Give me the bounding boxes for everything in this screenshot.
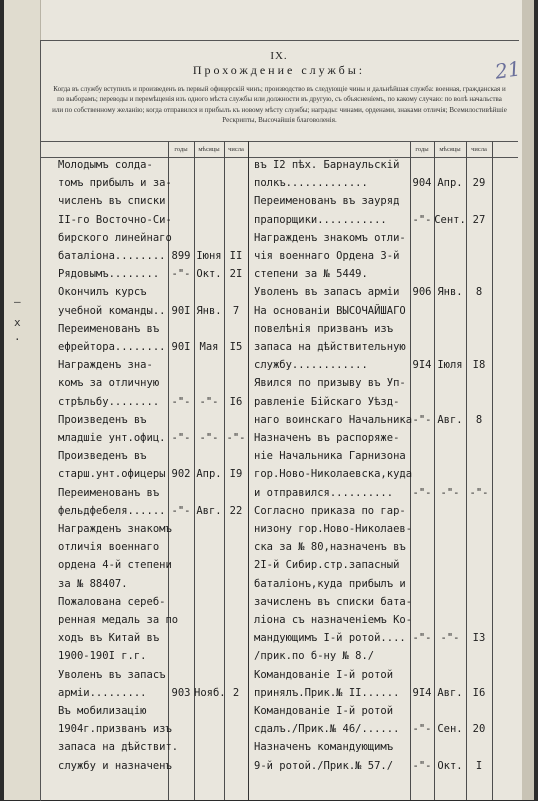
record-text: комъ за отличную xyxy=(58,377,160,389)
margin-mark: — xyxy=(14,295,21,308)
record-text: Командованіе I-й ротой xyxy=(254,705,394,717)
record-text: Переименованъ въ xyxy=(58,487,160,499)
record-text: фельдфебеля...... xyxy=(58,505,166,517)
record-text: баталіона........ xyxy=(58,250,166,262)
record-text: за № 88407. xyxy=(58,578,128,590)
table-top-rule xyxy=(40,141,518,142)
record-day: 8 xyxy=(475,414,483,426)
record-day: 29 xyxy=(472,177,486,189)
record-text: службу............ xyxy=(254,359,368,371)
column-line xyxy=(466,141,467,800)
record-text: 1900-190I г.г. xyxy=(58,650,147,662)
record-month: -"- xyxy=(199,396,219,408)
record-text: Назначенъ командующимъ xyxy=(254,741,394,753)
section-header xyxy=(40,50,518,78)
record-text: зачисленъ въ списки бата- xyxy=(254,596,413,608)
record-month: Іюня xyxy=(196,250,222,262)
col-header-month-left: мѣсяцы xyxy=(198,146,220,153)
record-month: Окт. xyxy=(196,268,222,280)
record-day: 20 xyxy=(472,723,486,735)
record-year: -"- xyxy=(412,414,432,426)
record-text: стрѣльбу........ xyxy=(58,396,160,408)
record-day: 2 xyxy=(232,687,240,699)
record-text: степени за № 5449. xyxy=(254,268,368,280)
column-line xyxy=(492,141,493,800)
record-text: младшіе унт.офиц. xyxy=(58,432,166,444)
record-text: сдалъ./Прик.№ 46/...... xyxy=(254,723,400,735)
record-day: I3 xyxy=(472,632,486,644)
record-day: I5 xyxy=(229,341,243,353)
record-day: I6 xyxy=(229,396,243,408)
col-header-day-right: числа xyxy=(471,146,487,153)
record-year: -"- xyxy=(171,505,191,517)
record-text: Согласно приказа по гар- xyxy=(254,505,406,517)
record-text: въ I2 пѣх. Барнаульскій xyxy=(254,159,400,171)
record-text: II-го Восточно-Си- xyxy=(58,214,172,226)
record-year: -"- xyxy=(171,396,191,408)
record-month: Авг. xyxy=(196,505,222,517)
record-day: II xyxy=(229,250,243,262)
record-text: ефрейтора........ xyxy=(58,341,166,353)
col-header-year-left: годы xyxy=(174,146,188,153)
record-text: арміи......... xyxy=(58,687,147,699)
record-text: равленіе Бійскаго Уѣзд- xyxy=(254,396,400,408)
record-text: Переименованъ въ зауряд xyxy=(254,195,400,207)
record-month: Окт. xyxy=(437,760,463,772)
column-line xyxy=(434,141,435,800)
record-text: отличія военнаго xyxy=(58,541,160,553)
record-text: Уволенъ въ запасъ xyxy=(58,669,166,681)
record-month: Сент. xyxy=(434,214,466,226)
record-year: 9I4 xyxy=(412,687,432,699)
record-text: ренная медаль за по xyxy=(58,614,179,626)
column-line xyxy=(248,141,249,800)
record-month: Янв. xyxy=(437,286,463,298)
record-text: 9-й ротой./Прик.№ 57./ xyxy=(254,760,394,772)
record-text: 1904г.призванъ изъ xyxy=(58,723,172,735)
record-month: Нояб. xyxy=(194,687,226,699)
record-year: 906 xyxy=(412,286,432,298)
record-text: Въ мобилизацію xyxy=(58,705,147,717)
record-text: ордена 4-й степени xyxy=(58,559,172,571)
record-year: -"- xyxy=(412,487,432,499)
record-text: Пожалована сереб- xyxy=(58,596,166,608)
record-text: 2I-й Сибир.стр.запасный xyxy=(254,559,400,571)
record-text: принялъ.Прик.№ II...... xyxy=(254,687,400,699)
record-text: учебной команды.. xyxy=(58,305,166,317)
record-text: низону гор.Ново-Николаев- xyxy=(254,523,413,535)
record-text: полкъ............. xyxy=(254,177,368,189)
record-year: 90I xyxy=(171,305,191,317)
record-month: Апр. xyxy=(196,468,222,480)
record-year: 903 xyxy=(171,687,191,699)
col-header-month-right: мѣсяцы xyxy=(439,146,461,153)
record-text: Рядовымъ........ xyxy=(58,268,160,280)
record-day: I8 xyxy=(472,359,486,371)
margin-mark: . xyxy=(14,330,21,343)
section-instructions: Когда въ службу вступилъ и произведенъ въ первый офицерскій чинъ; производство въ следующіе чины и дальнѣйшая служба: военная, гражданская и по выборамъ; переводы и перемѣщенія изъ одного мѣста службы или должности въ другую, съ объясненіемъ, по какому случаю: по волѣ начальства или по собственному желанію; когда отправился и прибылъ къ новому мѣсту службы; награды: чинами, орденами, знаками отличія; Всемилостивѣйшіе Рескрипты, Высочайшія благоволенія. xyxy=(52,85,507,125)
record-text: Произведенъ въ xyxy=(58,414,147,426)
record-month: Авг. xyxy=(437,414,463,426)
record-month: -"- xyxy=(440,632,460,644)
record-text: ліона съ назначеніемъ Ко- xyxy=(254,614,413,626)
record-day: 2I xyxy=(229,268,243,280)
col-header-year-right: годы xyxy=(415,146,429,153)
record-text: Назначенъ въ распоряже- xyxy=(254,432,400,444)
record-day: 27 xyxy=(472,214,486,226)
record-year: -"- xyxy=(171,268,191,280)
record-text: Награжденъ знакомъ xyxy=(58,523,172,535)
record-text: прапорщики........... xyxy=(254,214,387,226)
record-day: I xyxy=(475,760,483,772)
record-month: Авг. xyxy=(437,687,463,699)
record-text: чія военнаго Ордена 3-й xyxy=(254,250,400,262)
record-text: Окончилъ курсъ xyxy=(58,286,147,298)
right-edge-shadow xyxy=(522,0,534,800)
record-text: Переименованъ въ xyxy=(58,323,160,335)
record-text: баталіонъ,куда прибылъ и xyxy=(254,578,406,590)
record-text: Произведенъ въ xyxy=(58,450,147,462)
record-text: ска за № 80,назначенъ въ xyxy=(254,541,406,553)
record-day: 7 xyxy=(232,305,240,317)
margin-mark: x xyxy=(14,316,21,329)
record-text: повелѣнія призванъ изъ xyxy=(254,323,394,335)
record-year: -"- xyxy=(412,214,432,226)
record-year: -"- xyxy=(412,723,432,735)
record-text: запаса на дѣйствит. xyxy=(58,741,179,753)
record-year: 899 xyxy=(171,250,191,262)
record-year: -"- xyxy=(171,432,191,444)
handwritten-page-number: 21 xyxy=(493,56,522,84)
record-day: -"- xyxy=(469,487,489,499)
record-month: Янв. xyxy=(196,305,222,317)
record-text: мандующимъ I-й ротой.... xyxy=(254,632,406,644)
record-text: старш.унт.офицеры xyxy=(58,468,166,480)
record-text: Награжденъ знакомъ отли- xyxy=(254,232,406,244)
record-day: I9 xyxy=(229,468,243,480)
col-header-day-left: числа xyxy=(228,146,244,153)
record-month: -"- xyxy=(440,487,460,499)
section-title: Прохождение службы: xyxy=(192,63,366,77)
record-year: 9I4 xyxy=(412,359,432,371)
record-day: 22 xyxy=(229,505,243,517)
record-month: Апр. xyxy=(437,177,463,189)
record-text: и отправился.......... xyxy=(254,487,394,499)
record-text: численъ въ списки xyxy=(58,195,166,207)
record-text: ходъ въ Китай въ xyxy=(58,632,160,644)
record-text: Командованіе I-й ротой xyxy=(254,669,394,681)
record-text: томъ прибылъ и за- xyxy=(58,177,172,189)
record-day: I6 xyxy=(472,687,486,699)
record-month: Мая xyxy=(199,341,219,353)
record-text: Уволенъ въ запасъ арміи xyxy=(254,286,400,298)
record-text: Молодымъ солда- xyxy=(58,159,153,171)
record-text: /прик.по б-ну № 8./ xyxy=(254,650,375,662)
record-text: запаса на дѣйствительную xyxy=(254,341,406,353)
record-text: бирского линейнаго xyxy=(58,232,172,244)
record-day: -"- xyxy=(226,432,246,444)
record-text: На основаніи ВЫСОЧАЙШАГО xyxy=(254,305,406,317)
left-margin-strip xyxy=(4,0,41,800)
record-year: 902 xyxy=(171,468,191,480)
record-text: службу и назначенъ xyxy=(58,760,172,772)
record-text: ніе Начальника Гарнизона xyxy=(254,450,406,462)
record-day: 8 xyxy=(475,286,483,298)
record-year: 90I xyxy=(171,341,191,353)
record-year: -"- xyxy=(412,760,432,772)
record-text: Награжденъ зна- xyxy=(58,359,153,371)
record-month: Сен. xyxy=(437,723,463,735)
record-month: Іюля xyxy=(437,359,463,371)
record-month: -"- xyxy=(199,432,219,444)
section-number: IX. xyxy=(270,50,288,62)
record-year: -"- xyxy=(412,632,432,644)
record-text: гор.Ново-Николаевска,куда xyxy=(254,468,413,480)
record-text: Явился по призыву въ Уп- xyxy=(254,377,406,389)
record-year: 904 xyxy=(412,177,432,189)
record-text: наго воинскаго Начальника xyxy=(254,414,413,426)
